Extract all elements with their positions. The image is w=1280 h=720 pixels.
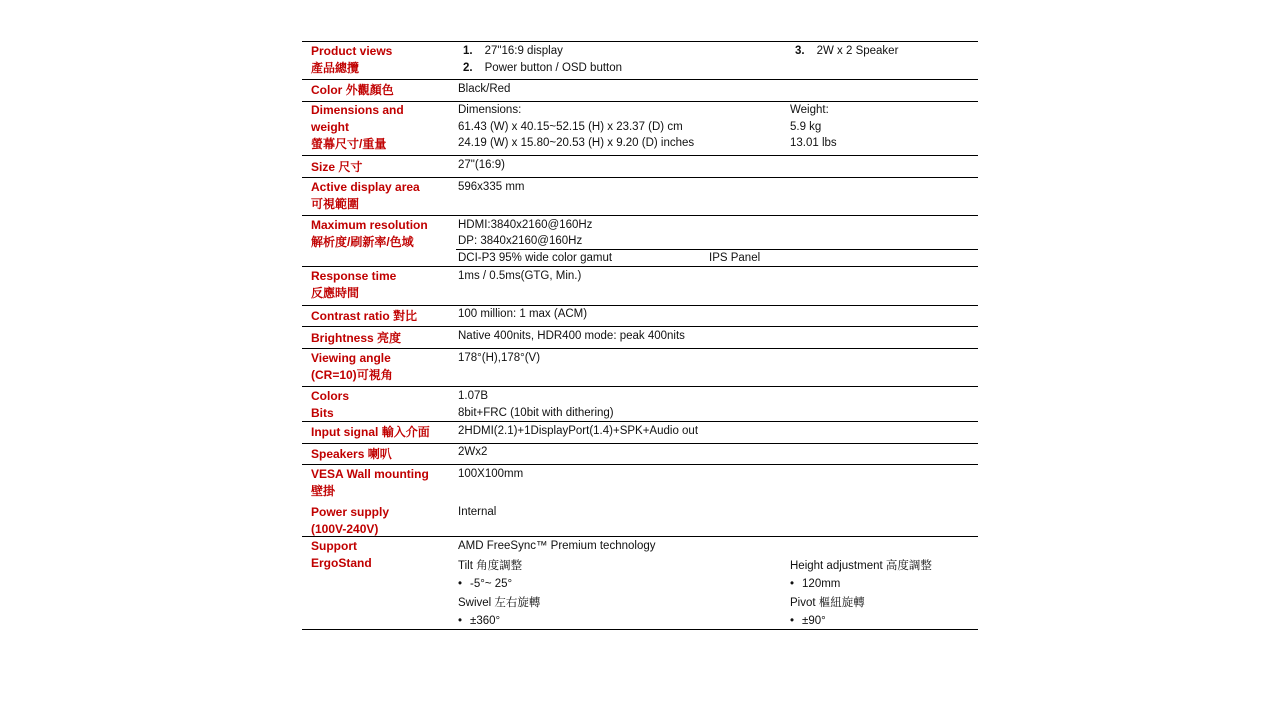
row-viewing-angle xyxy=(302,348,978,386)
label-zh: 解析度/刷新率/色域 xyxy=(311,235,414,249)
weight-title: Weight: xyxy=(790,104,829,116)
value-colors: 1.07B xyxy=(458,390,489,402)
value-freesync: AMD FreeSync™ Premium technology xyxy=(458,540,656,552)
label-en: weight xyxy=(311,120,349,134)
bullet-text: ±90° xyxy=(802,615,826,627)
value-contrast: 100 million: 1 max (ACM) xyxy=(458,308,588,320)
label-en: Brightness xyxy=(311,331,374,345)
dimensions-cm: 61.43 (W) x 40.15~52.15 (H) x 23.37 (D) cm xyxy=(458,121,683,133)
weight-kg: 5.9 kg xyxy=(790,121,822,133)
label-en: (100V-240V) xyxy=(311,522,379,536)
label-speakers xyxy=(311,446,392,463)
label-zh: 喇叭 xyxy=(367,447,392,461)
row-resolution xyxy=(302,215,978,266)
item-text: 2W x 2 Speaker xyxy=(816,45,899,57)
value-gamut: DCI-P3 95% wide color gamut xyxy=(458,252,613,264)
label-en: Size xyxy=(311,160,336,174)
product-item-2 xyxy=(463,60,622,76)
value-color: Black/Red xyxy=(458,83,511,95)
value-dp: DP: 3840x2160@160Hz xyxy=(458,235,583,247)
bullet: • xyxy=(458,615,463,627)
label-resolution xyxy=(311,217,428,251)
label-zh: 螢幕尺寸/重量 xyxy=(311,137,387,151)
bullet-text: 120mm xyxy=(802,578,841,590)
label-en: Active display area xyxy=(311,180,420,194)
value-brightness: Native 400nits, HDR400 mode: peak 400nits xyxy=(458,330,685,342)
label-size xyxy=(311,159,362,176)
row-response xyxy=(302,266,978,305)
item-text: 27"16:9 display xyxy=(484,45,563,57)
bullet: • xyxy=(790,578,795,590)
spec-sheet xyxy=(302,41,978,630)
label-en: VESA Wall mounting xyxy=(311,467,429,481)
item-text: Power button / OSD button xyxy=(484,62,623,74)
swivel-label: Swivel 左右旋轉 xyxy=(458,597,541,609)
row-vesa-power xyxy=(302,464,978,536)
label-product-views xyxy=(311,43,392,77)
label-en: Input signal xyxy=(311,425,379,439)
label-response xyxy=(311,268,396,302)
row-input-signal xyxy=(302,421,978,443)
value-panel: IPS Panel xyxy=(709,252,761,264)
label-en: Bits xyxy=(311,406,334,420)
value-active-area: 596x335 mm xyxy=(458,181,525,193)
value-response: 1ms / 0.5ms(GTG, Min.) xyxy=(458,270,582,282)
label-zh: 可視範圍 xyxy=(311,197,360,211)
value-input-signal: 2HDMI(2.1)+1DisplayPort(1.4)+SPK+Audio out xyxy=(458,425,699,437)
label-en: Contrast ratio xyxy=(311,309,390,323)
weight-lbs: 13.01 lbs xyxy=(790,137,837,149)
dimensions-inches: 24.19 (W) x 15.80~20.53 (H) x 9.20 (D) inches xyxy=(458,137,695,149)
height-value xyxy=(790,576,840,592)
row-colors xyxy=(302,386,978,421)
row-dimensions xyxy=(302,101,978,155)
item-number: 2. xyxy=(463,62,473,74)
label-zh: 反應時間 xyxy=(311,286,360,300)
row-contrast xyxy=(302,305,978,326)
label-en: Response time xyxy=(311,269,397,283)
bullet-text: -5°~ 25° xyxy=(470,578,513,590)
label-zh: 產品總攬 xyxy=(311,61,360,75)
value-speakers: 2Wx2 xyxy=(458,446,488,458)
dimensions-title: Dimensions: xyxy=(458,104,522,116)
value-size: 27"(16:9) xyxy=(458,159,505,171)
value-hdmi: HDMI:3840x2160@160Hz xyxy=(458,219,593,231)
label-support xyxy=(311,538,372,572)
row-product-views xyxy=(302,41,978,79)
label-en: Dimensions and xyxy=(311,103,404,117)
label-zh: 輸入介面 xyxy=(381,425,430,439)
label-zh: 對比 xyxy=(393,309,418,323)
label-zh: 壁掛 xyxy=(311,484,336,498)
row-active-area xyxy=(302,177,978,215)
pivot-label: Pivot 樞紐旋轉 xyxy=(790,597,865,609)
row-support xyxy=(302,536,978,630)
row-speakers xyxy=(302,443,978,464)
label-power xyxy=(311,504,389,538)
label-en: Maximum resolution xyxy=(311,218,428,232)
product-item-1 xyxy=(463,43,563,59)
label-zh: 亮度 xyxy=(377,331,402,345)
label-en: (CR=10) xyxy=(311,368,357,382)
label-brightness xyxy=(311,330,401,347)
pivot-value xyxy=(790,613,826,629)
bullet: • xyxy=(458,578,463,590)
bullet-text: ±360° xyxy=(470,615,501,627)
label-en: Product views xyxy=(311,44,393,58)
row-size xyxy=(302,155,978,177)
label-zh: 尺寸 xyxy=(338,160,363,174)
label-active-area xyxy=(311,179,420,213)
row-brightness xyxy=(302,326,978,348)
label-en: Speakers xyxy=(311,447,365,461)
value-vesa: 100X100mm xyxy=(458,468,524,480)
label-colors xyxy=(311,388,349,422)
label-vesa xyxy=(311,466,429,500)
product-item-3 xyxy=(795,43,898,59)
value-power: Internal xyxy=(458,506,497,518)
item-number: 3. xyxy=(795,45,805,57)
row-color xyxy=(302,79,978,101)
label-zh: 外觀顏色 xyxy=(345,83,394,97)
label-en: ErgoStand xyxy=(311,556,372,570)
label-contrast xyxy=(311,308,417,325)
label-dimensions xyxy=(311,102,404,153)
label-viewing-angle xyxy=(311,350,393,384)
label-en: Power supply xyxy=(311,505,390,519)
swivel-value xyxy=(458,613,500,629)
bullet: • xyxy=(790,615,795,627)
value-viewing-angle: 178°(H),178°(V) xyxy=(458,352,541,364)
height-label: Height adjustment 高度調整 xyxy=(790,560,932,572)
label-color xyxy=(311,82,394,99)
tilt-value xyxy=(458,576,512,592)
label-input-signal xyxy=(311,424,430,441)
label-en: Colors xyxy=(311,389,350,403)
label-zh: 可視角 xyxy=(356,368,393,382)
label-en: Viewing angle xyxy=(311,351,391,365)
tilt-label: Tilt 角度調整 xyxy=(458,560,523,572)
item-number: 1. xyxy=(463,45,473,57)
value-bits: 8bit+FRC (10bit with dithering) xyxy=(458,407,614,419)
label-en: Color xyxy=(311,83,343,97)
label-en: Support xyxy=(311,539,357,553)
